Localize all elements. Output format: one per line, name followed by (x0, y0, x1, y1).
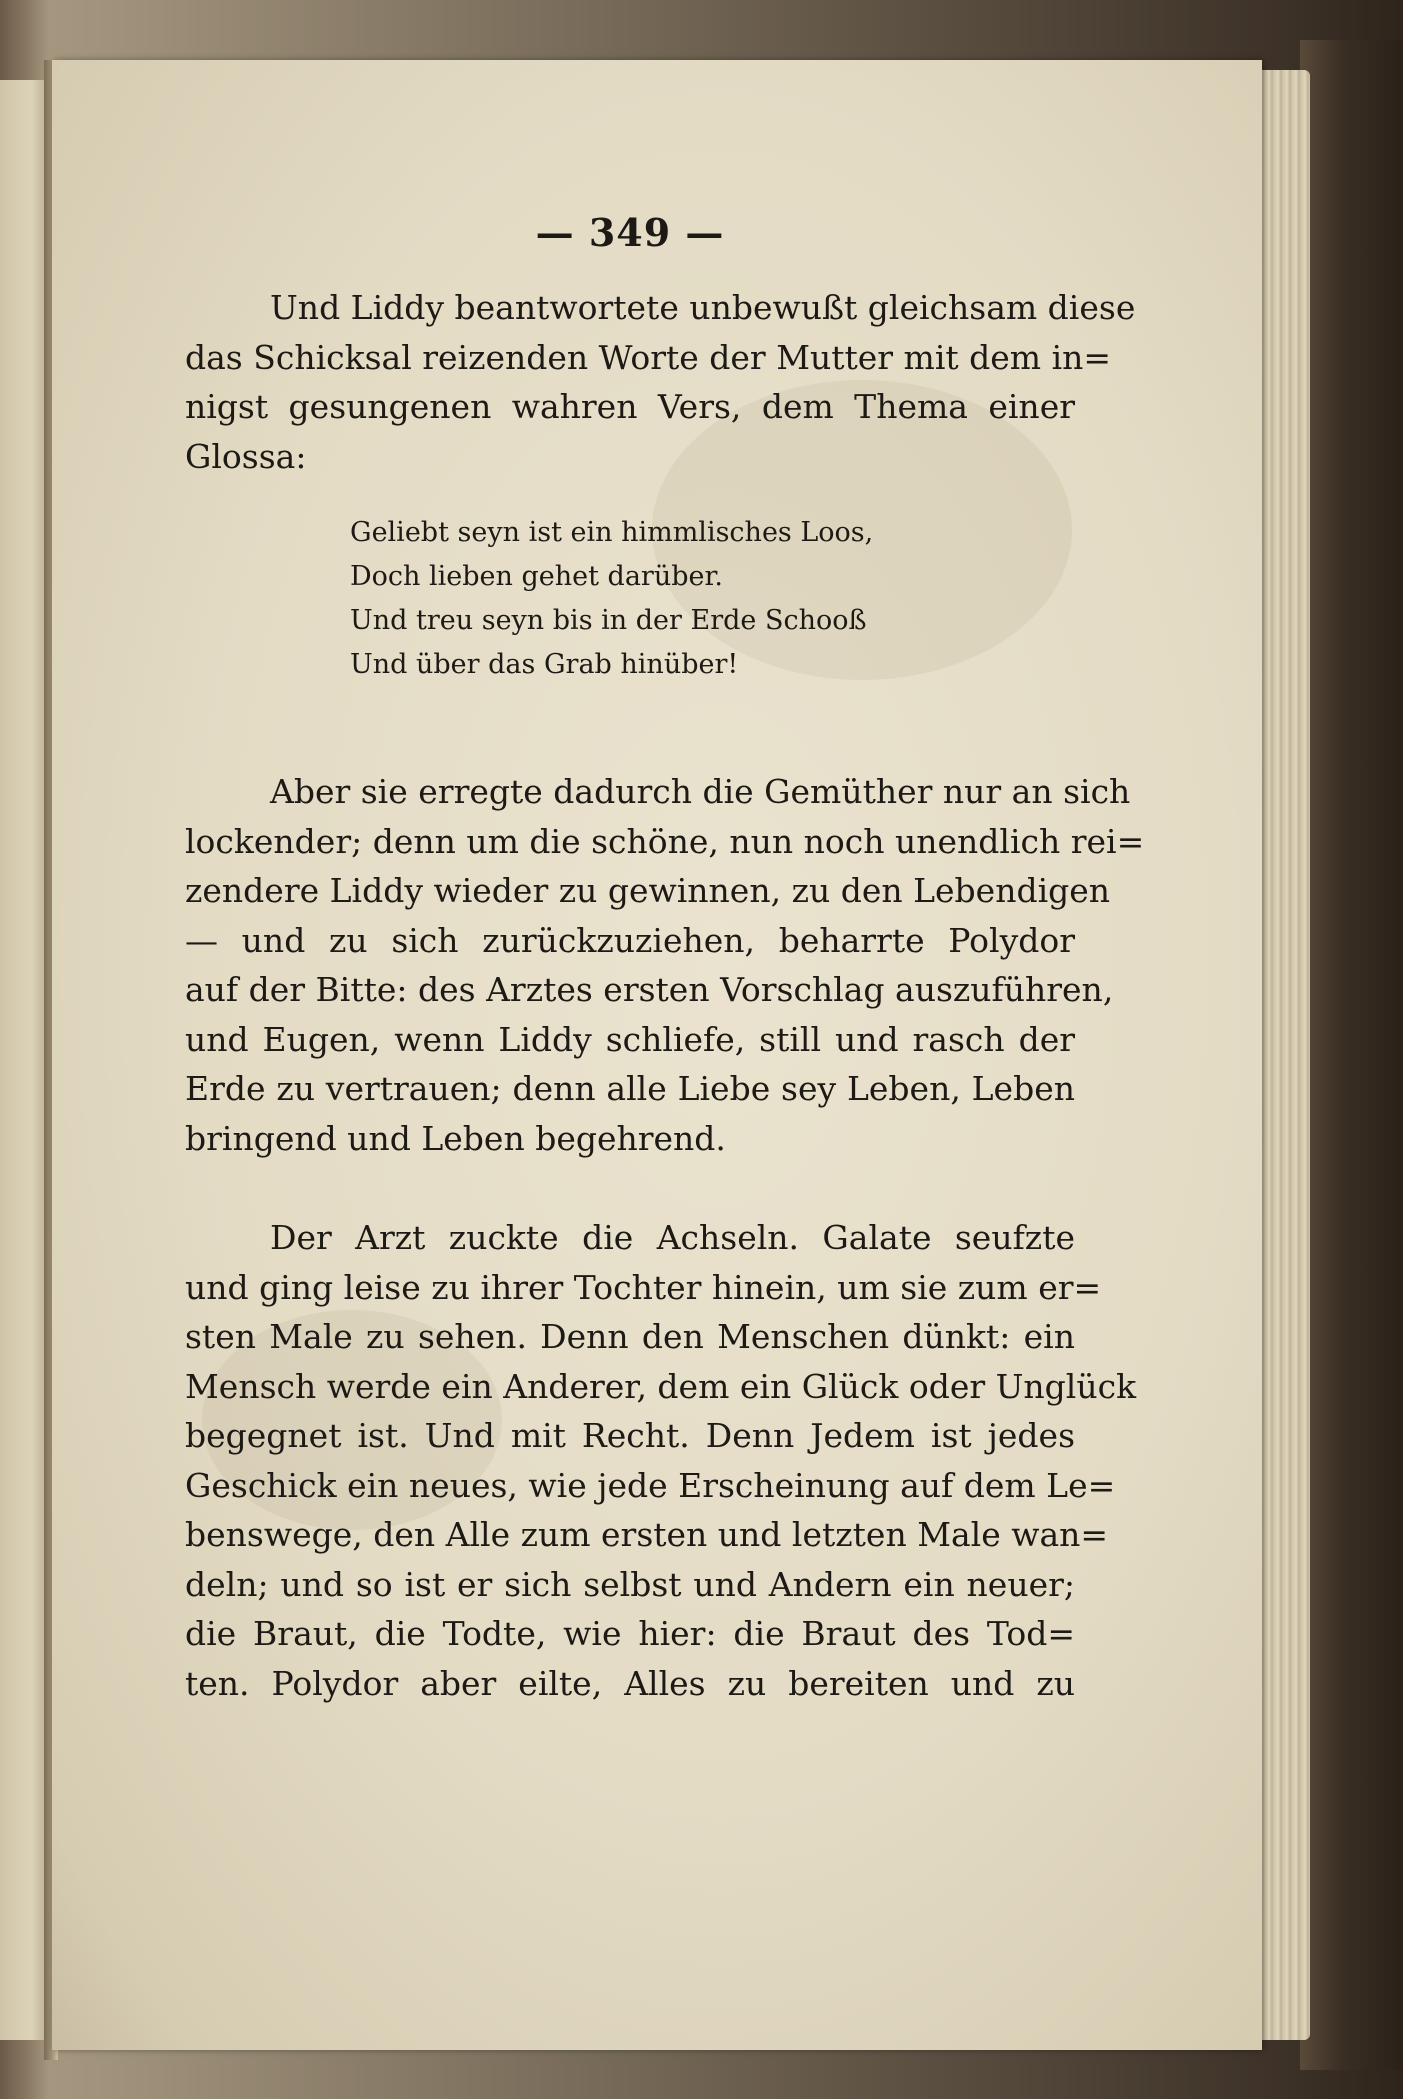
text-line: auf der Bitte: des Arztes ersten Vorschlag auszuführen, (185, 970, 1114, 1009)
text-line: nigst gesungenen wahren Vers, dem Thema einer (185, 387, 1075, 426)
text-line: Und Liddy beantwortete unbewußt gleichsam diese (270, 288, 1136, 327)
verse-line: Und über das Grab hinüber! (350, 649, 739, 680)
text-line: die Braut, die Todte, wie hier: die Braut des Tod= (185, 1614, 1075, 1653)
text-line: begegnet ist. Und mit Recht. Denn Jedem ist jedes (185, 1416, 1075, 1455)
text-line: sten Male zu sehen. Denn den Menschen dünkt: ein (185, 1317, 1075, 1356)
text-line: Geschick ein neues, wie jede Erscheinung auf dem Le= (185, 1465, 1116, 1505)
book-cover-edge (1300, 40, 1403, 2070)
page-text (185, 210, 1145, 1708)
text-line: bringend und Leben begehrend. (185, 1118, 726, 1158)
text-line: Der Arzt zuckte die Achseln. Galate seufzte (270, 1218, 1075, 1257)
paragraph-2 (185, 767, 1145, 1163)
paragraph-1 (185, 283, 1136, 481)
paragraph-gap (185, 717, 1075, 767)
verse-quote (350, 511, 1075, 687)
page-number: — 349 — (535, 210, 725, 255)
verse-line: Geliebt seyn ist ein himmlisches Loos, (350, 517, 874, 548)
text-line: Erde zu vertrauen; denn alle Liebe sey Leben, Leben (185, 1069, 1075, 1108)
text-line: das Schicksal reizenden Worte der Mutter mit dem in= (185, 337, 1112, 377)
verse-line: Und treu seyn bis in der Erde Schooß (350, 605, 867, 636)
paragraph-gap (185, 1163, 1075, 1213)
text-line: deln; und so ist er sich selbst und Andern ein neuer; (185, 1564, 1075, 1604)
text-line: ten. Polydor aber eilte, Alles zu bereiten und zu (185, 1663, 1075, 1703)
paragraph-3 (185, 1213, 1137, 1708)
verse-line: Doch lieben gehet darüber. (350, 561, 724, 592)
text-line: Aber sie erregte dadurch die Gemüther nur an sich (270, 772, 1131, 811)
text-line: und Eugen, wenn Liddy schliefe, still und rasch der (185, 1019, 1075, 1059)
text-line: und ging leise zu ihrer Tochter hinein, um sie zum er= (185, 1267, 1102, 1307)
text-line: — und zu sich zurückzuziehen, beharrte Polydor (185, 920, 1075, 960)
text-line: zendere Liddy wieder zu gewinnen, zu den Lebendigen (185, 871, 1111, 910)
text-line: Mensch werde ein Anderer, dem ein Glück oder Unglück (185, 1366, 1137, 1406)
text-line: benswege, den Alle zum ersten und letzten Male wan= (185, 1515, 1109, 1554)
text-line: Glossa: (185, 436, 307, 476)
text-line: lockender; denn um die schöne, nun noch unendlich rei= (185, 821, 1145, 861)
